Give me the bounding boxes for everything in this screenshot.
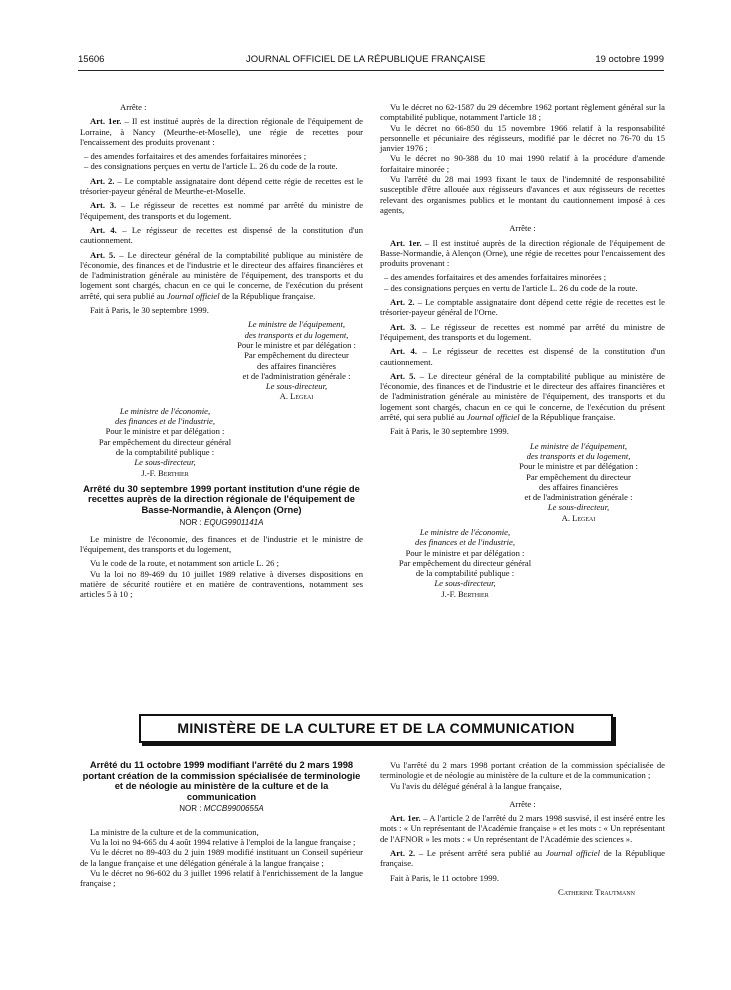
article-5: Art. 5. – Le directeur général de la comptabilité publique au ministère de l'économie, des finances et de l'industrie et le directeur des affaires financières et de l'administration générale au ministère de l'équipement, des transports et du logement sont chargés, chacun en ce qui le concerne, de l'exécution du présent arrêté, qui sera publié au Journal officiel de la République française. (80, 249, 363, 301)
arrete-label: Arrête : (509, 223, 536, 234)
fait-a-paris: Fait à Paris, le 30 septembre 1999. (390, 426, 509, 437)
column-4 (380, 760, 665, 897)
issue-date: 19 octobre 1999 (595, 54, 664, 65)
list-item: – des amendes forfaitaires et des amendes forfaitaires minorées ; (84, 151, 307, 162)
visa: Vu le décret no 62-1587 du 29 décembre 1962 portant règlement général sur la comptabilité publique, notamment l'article 18 ; (380, 102, 665, 123)
signature-block-equipement: Le ministre de l'équipement, des transports et du logement, Pour le ministre et par délégation : Par empêchement du directeur des affaires financières et de l'administration générale : Le sous-directeur, A. Legeai (492, 441, 665, 523)
list-item: – des consignations perçues en vertu de l'article L. 26 du code de la route. (84, 161, 338, 172)
signature-block-economie: Le ministre de l'économie, des finances et de l'industrie, Pour le ministre et par délégation : Par empêchement du directeur général de la comptabilité publique : Le sous-directeur, J.-F. Berthier (80, 406, 250, 478)
article-3: Art. 3. – Le régisseur de recettes est nommé par arrêté du ministre de l'équipement, des transports et du logement. (80, 200, 364, 221)
article-4: Art. 4. – Le régisseur de recettes est dispensé de la constitution d'un cautionnement. (380, 346, 666, 367)
fait-a-paris: Fait à Paris, le 11 octobre 1999. (390, 872, 499, 883)
visa: Vu le décret no 66-850 du 15 novembre 1966 relatif à la responsabilité personnelle et pécuniaire des régisseurs, modifié par le décret no 76-70 du 15 janvier 1976 ; (380, 122, 665, 154)
article-2: Art. 2. – Le comptable assignataire dont dépend cette régie de recettes est le trésorier-payeur général de l'Orne. (380, 297, 665, 318)
article-3: Art. 3. – Le régisseur de recettes est nommé par arrêté du ministre de l'équipement, des transports et du logement. (380, 321, 666, 342)
decree-title: Arrêté du 30 septembre 1999 portant institution d'une régie de recettes auprès de la direction régionale de l'équipement de Basse-Normandie, à Alençon (Orne) (83, 482, 360, 515)
visa: Vu le décret no 89-403 du 2 juin 1989 modifié instituant un Conseil supérieur de la langue française et une délégation générale à la langue française ; (80, 847, 363, 868)
fait-a-paris: Fait à Paris, le 30 septembre 1999. (90, 305, 209, 316)
visa: Vu le décret no 90-388 du 10 mai 1990 relatif à la procédure d'amende forfaitaire minorée ; (380, 153, 665, 174)
article-2: Art. 2. – Le présent arrêté sera publié au Journal officiel de la République française. (380, 848, 665, 869)
visa: Vu la loi no 89-469 du 10 juillet 1989 relative à diverses dispositions en matière de sécurité routière et en matière de contraventions, notamment ses articles 5 à 10 ; (80, 568, 363, 600)
signature-block-economie: Le ministre de l'économie, des finances et de l'industrie, Pour le ministre et par délégation : Par empêchement du directeur général de la comptabilité publique : Le sous-directeur, J.-F. Berthier (380, 527, 550, 599)
page-header (78, 54, 664, 68)
signatory-name: J.-F. Berthier (441, 588, 489, 599)
visa: La ministre de la culture et de la communication, (90, 826, 259, 837)
signatory-name: Catherine Trautmann (558, 886, 635, 897)
list-item: – des consignations perçues en vertu de l'article L. 26 du code de la route. (384, 282, 638, 293)
header-rule (78, 70, 664, 71)
article-1: Art. 1er. – A l'article 2 de l'arrêté du 2 mars 1998 susvisé, il est inséré entre les mots : « Un représentant de l'Académie française » et les mots : « Un représentant de l'AFNOR » les mots : « Un représentant de l'Académie des sciences ». (380, 813, 665, 844)
column-2 (380, 102, 665, 603)
arrete-label: Arrête : (120, 102, 147, 112)
article-1-list (380, 272, 665, 293)
visa: Le ministre de l'économie, des finances et de l'industrie et le ministre de l'équipement, des transports et du logement, (80, 533, 363, 555)
nor-reference: NOR : EQUG9901141A (179, 517, 264, 527)
article-1: Art. 1er. – Il est institué auprès de la direction régionale de l'équipement de Basse-Normandie, à Alençon (Orne), une régie de recettes pour l'encaissement des produits provenant : (380, 237, 665, 269)
visa: Vu le décret no 96-602 du 3 juillet 1996 relatif à l'enrichissement de la langue française ; (80, 867, 363, 889)
visa: Vu la loi no 94-665 du 4 août 1994 relative à l'emploi de la langue française ; (90, 836, 356, 847)
column-1 (80, 102, 363, 604)
visa: Vu le code de la route, et notamment son article L. 26 ; (90, 558, 279, 569)
article-1: Art. 1er. – Il est institué auprès de la direction régionale de l'équipement de Lorraine, à Nancy (Meurthe-et-Moselle), une régie de recettes pour l'encaissement des produits provenant : (80, 116, 363, 147)
article-4: Art. 4. – Le régisseur de recettes est dispensé de la constitution d'un cautionnement. (80, 224, 364, 246)
article-5: Art. 5. – Le directeur général de la comptabilité publique au ministère de l'économie, des finances et de l'industrie et le directeur des affaires financières et de l'administration générale au ministère de l'équipement, des transports et du logement sont chargés, chacun en ce qui le concerne, de l'exécution du présent arrêté, qui sera publié au Journal officiel de la République française. (380, 370, 665, 423)
decree-title: Arrêté du 11 octobre 1999 modifiant l'arrêté du 2 mars 1998 portant création de la commission spécialisée de terminologie et de néologie au ministère de la culture et de la communication (82, 759, 361, 802)
visa: Vu l'arrêté du 28 mai 1993 fixant le taux de l'indemnité de responsabilité susceptible d'être allouée aux régisseurs d'avances et aux régisseurs de recettes relevant des organismes publics et le montant du cautionnement imposé à ces agents, (380, 174, 665, 215)
list-item: – des amendes forfaitaires et des amendes forfaitaires minorées ; (384, 272, 607, 283)
signature-block-equipement: Le ministre de l'équipement, des transports et du logement, Pour le ministre et par délégation : Par empêchement du directeur des affaires financières et de l'administration générale : Le sous-directeur, A. Legeai (230, 319, 363, 401)
signatory-name: J.-F. Berthier (141, 467, 189, 478)
signatory-name: A. Legeai (279, 391, 314, 402)
article-2: Art. 2. – Le comptable assignataire dont dépend cette régie de recettes est le trésorier-payeur général de Meurthe-et-Moselle. (80, 175, 363, 197)
section-banner: MINISTÈRE DE LA CULTURE ET DE LA COMMUNICATION (139, 714, 613, 743)
visa: Vu l'arrêté du 2 mars 1998 portant création de la commission spécialisée de terminologie et de néologie au ministère de la culture et de la communication ; (380, 760, 665, 781)
arrete-label: Arrête : (509, 798, 536, 809)
article-1-list (80, 151, 363, 172)
nor-reference: NOR : MCCB9900655A (179, 804, 264, 814)
journal-title: JOURNAL OFFICIEL DE LA RÉPUBLIQUE FRANÇAISE (246, 54, 486, 65)
signatory-name: A. Legeai (561, 512, 596, 523)
page-number: 15606 (78, 54, 105, 65)
column-3 (80, 760, 363, 892)
visa: Vu l'avis du délégué général à la langue française, (390, 780, 562, 791)
